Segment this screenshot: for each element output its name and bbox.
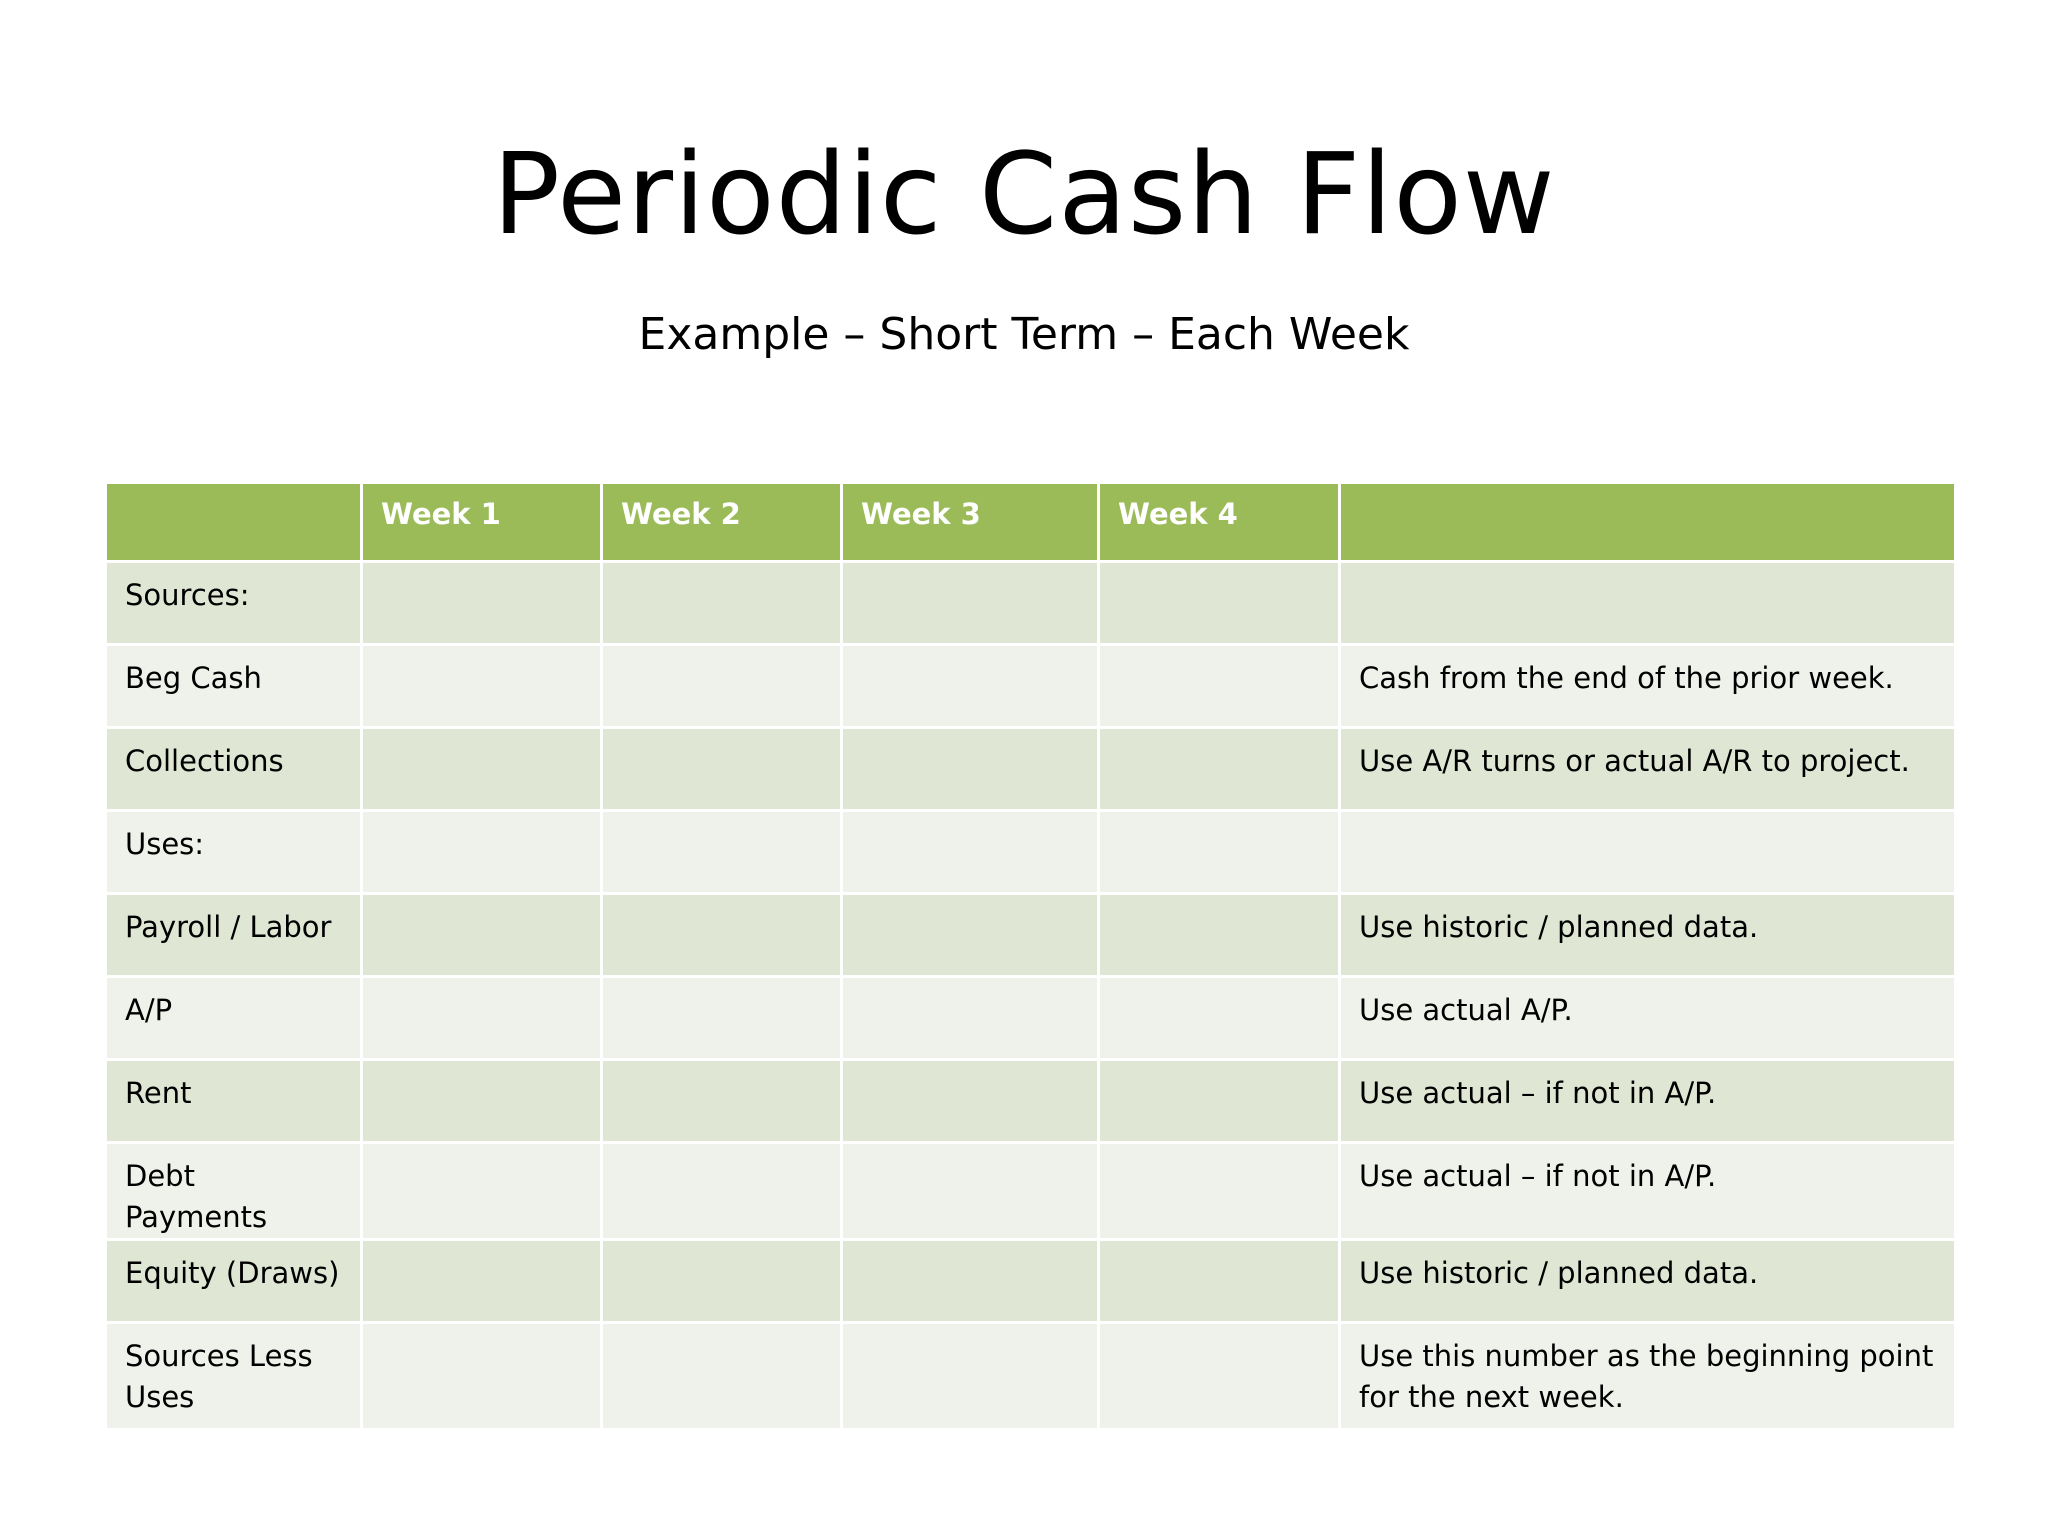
week-cell (602, 1240, 842, 1323)
week-cell (1099, 811, 1340, 894)
table-row (106, 977, 1956, 1060)
week-cell (602, 1323, 842, 1430)
row-note: Use actual – if not in A/P. (1340, 1143, 1956, 1240)
row-label: Debt Payments (106, 1143, 362, 1240)
slide-subtitle: Example – Short Term – Each Week (638, 309, 1410, 360)
week-cell (602, 562, 842, 645)
week-cell (362, 1143, 602, 1240)
row-note: Use this number as the beginning point for the next week. (1340, 1323, 1956, 1430)
row-note: Cash from the end of the prior week. (1340, 645, 1956, 728)
table-row (106, 1323, 1956, 1430)
header-cell-label (106, 483, 362, 562)
row-label: Equity (Draws) (106, 1240, 362, 1323)
week-cell (1099, 728, 1340, 811)
table-row (106, 1060, 1956, 1143)
week-cell (362, 1060, 602, 1143)
week-cell (1099, 1240, 1340, 1323)
table-row (106, 811, 1956, 894)
week-cell (602, 811, 842, 894)
row-label: Uses: (106, 811, 362, 894)
week-cell (842, 1240, 1099, 1323)
week-cell (1099, 645, 1340, 728)
table-row (106, 894, 1956, 977)
table-header-row (106, 483, 1956, 562)
week-cell (1099, 977, 1340, 1060)
row-label: Payroll / Labor (106, 894, 362, 977)
week-cell (1099, 562, 1340, 645)
table-row (106, 562, 1956, 645)
row-label: Sources: (106, 562, 362, 645)
row-note: Use A/R turns or actual A/R to project. (1340, 728, 1956, 811)
row-label: Beg Cash (106, 645, 362, 728)
week-cell (1099, 894, 1340, 977)
week-cell (362, 562, 602, 645)
week-cell (842, 1323, 1099, 1430)
week-cell (602, 1143, 842, 1240)
week-cell (842, 645, 1099, 728)
row-label: A/P (106, 977, 362, 1060)
header-cell-week-4: Week 4 (1099, 483, 1340, 562)
row-note: Use historic / planned data. (1340, 894, 1956, 977)
row-note: Use actual A/P. (1340, 977, 1956, 1060)
cash-flow-table (104, 481, 1957, 1431)
week-cell (362, 894, 602, 977)
row-note (1340, 811, 1956, 894)
week-cell (362, 728, 602, 811)
row-note: Use actual – if not in A/P. (1340, 1060, 1956, 1143)
row-label: Sources Less Uses (106, 1323, 362, 1430)
week-cell (842, 1060, 1099, 1143)
week-cell (842, 562, 1099, 645)
week-cell (1099, 1060, 1340, 1143)
week-cell (602, 1060, 842, 1143)
table-row (106, 728, 1956, 811)
week-cell (842, 728, 1099, 811)
week-cell (602, 894, 842, 977)
slide-title: Periodic Cash Flow (492, 130, 1556, 260)
header-cell-week-2: Week 2 (602, 483, 842, 562)
week-cell (362, 1240, 602, 1323)
week-cell (842, 1143, 1099, 1240)
table-row (106, 1240, 1956, 1323)
week-cell (842, 894, 1099, 977)
row-label: Rent (106, 1060, 362, 1143)
week-cell (602, 977, 842, 1060)
row-note (1340, 562, 1956, 645)
table-row (106, 1143, 1956, 1240)
week-cell (1099, 1323, 1340, 1430)
header-cell-week-1: Week 1 (362, 483, 602, 562)
table-row (106, 645, 1956, 728)
row-label: Collections (106, 728, 362, 811)
week-cell (362, 811, 602, 894)
row-note: Use historic / planned data. (1340, 1240, 1956, 1323)
week-cell (362, 1323, 602, 1430)
week-cell (842, 977, 1099, 1060)
week-cell (602, 645, 842, 728)
week-cell (362, 645, 602, 728)
header-cell-notes (1340, 483, 1956, 562)
week-cell (602, 728, 842, 811)
header-cell-week-3: Week 3 (842, 483, 1099, 562)
week-cell (362, 977, 602, 1060)
week-cell (842, 811, 1099, 894)
week-cell (1099, 1143, 1340, 1240)
